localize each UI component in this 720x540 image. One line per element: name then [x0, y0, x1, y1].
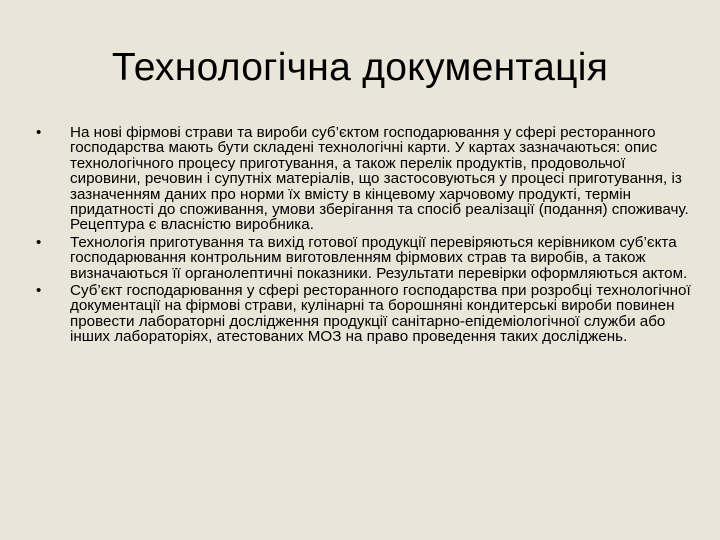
bullet-item-quality-check [36, 235, 692, 281]
bullet-text: Суб’єкт господарювання у сфері ресторанного господарства при розробці технологічної документації на фірмові страви, кулінарні та борошняні кондитерські вироби повинен провести лабораторні дослідження продукції санітарно-епідеміологічної служби або інших лабораторіях, атестованих МОЗ на право проведення таких досліджень. [70, 282, 691, 346]
bullet-item-technological-cards [36, 125, 692, 233]
bullet-list [36, 125, 692, 347]
bullet-icon: • [36, 282, 42, 300]
bullet-icon: • [36, 233, 42, 251]
bullet-text: На нові фірмові страви та вироби суб’єктом господарювання у сфері ресторанного господарства мають бути складені технологічні карти. У картах зазначаються: опис технологічного процесу приготування, а також перелік продуктів, продовольчої сировини, речовин і супутніх матеріалів, що застосовуються у процесі приготування, із зазначенням даних про норми їх вмісту в кінцевому харчовому продукті, термін придатності до споживання, умови зберігання та спосіб реалізації (подання) споживачу. Рецептура є власністю виробника. [70, 124, 689, 234]
bullet-item-laboratory-research [36, 283, 692, 345]
bullet-icon: • [36, 124, 42, 141]
slide-title: Технологічна документація [111, 46, 609, 89]
bullet-text: Технологія приготування та вихід готової продукції перевіряються керівником суб’єкта господарювання контрольним виготовленням фірмових страв та виробів, а також визначаються її органолептичні показники. Результати перевірки оформляються актом. [70, 233, 688, 282]
